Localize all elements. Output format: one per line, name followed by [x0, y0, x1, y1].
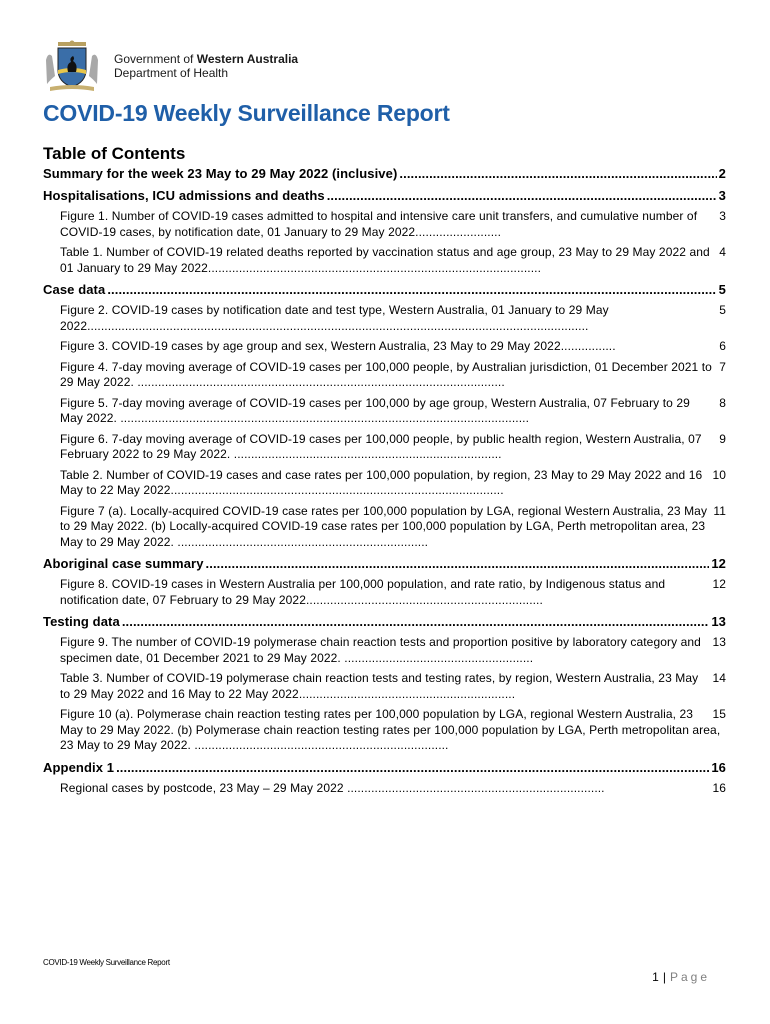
toc-section-summary[interactable]: Summary for the week 23 May to 29 May 2022 (inclusive) ..... 2: [43, 166, 726, 182]
toc-entry-figure-4[interactable]: 7 Figure 4. 7-day moving average of COVID-19 cases per 100,000 people, by Australian jurisdiction, 01 December 2021 to 29 May 2022. ...........................................................................................................: [60, 359, 726, 389]
toc-entry-table-2[interactable]: 10 Table 2. Number of COVID-19 cases and case rates per 100,000 population, by region, 23 May to 29 May 2022 and 16 May to 22 May 2022.................................................................................................: [60, 467, 726, 497]
page-word: Page: [669, 970, 710, 984]
table-of-contents: [43, 166, 726, 796]
toc-entry-figure-1[interactable]: 3 Figure 1. Number of COVID-19 cases admitted to hospital and intensive care unit transfers, and cumulative number of COVID-19 cases, by notification date, 01 January to 29 May 2022.........................: [60, 209, 726, 239]
toc-entry-figure-8[interactable]: 12 Figure 8. COVID-19 cases in Western Australia per 100,000 population, and rate ratio, by Indigenous status and notification date, 07 February to 29 May 2022.....................................................................: [60, 577, 726, 607]
toc-entry-table-3[interactable]: 14 Table 3. Number of COVID-19 polymerase chain reaction tests and testing rates, by region, Western Australia, 23 May to 29 May 2022 and 16 May to 22 May 2022...............................................................: [60, 671, 726, 701]
toc-entry-regional-cases[interactable]: 16 Regional cases by postcode, 23 May – 29 May 2022 ...........................................................................: [60, 780, 726, 795]
toc-entry-figure-9[interactable]: 13 Figure 9. The number of COVID-19 polymerase chain reaction tests and proportion positive by laboratory category and specimen date, 01 December 2021 to 29 May 2022. .......................................................: [60, 635, 726, 665]
toc-section-testing-data[interactable]: Testing data ..... 13: [43, 614, 726, 630]
toc-entry-table-1[interactable]: 4 Table 1. Number of COVID-19 related deaths reported by vaccination status and age group, 23 May to 29 May 2022 and 01 January to 29 May 2022.................................................................................................: [60, 245, 726, 275]
toc-heading: Table of Contents: [43, 144, 186, 163]
toc-section-aboriginal-case-summary[interactable]: Aboriginal case summary ..... 12: [43, 556, 726, 572]
wa-coat-of-arms-icon: [42, 40, 102, 92]
toc-entry-figure-3[interactable]: 6 Figure 3. COVID-19 cases by age group and sex, Western Australia, 23 May to 29 May 2022................: [60, 339, 726, 353]
toc-entry-figure-2[interactable]: 5 Figure 2. COVID-19 cases by notification date and test type, Western Australia, 01 January to 29 May 2022..................................................................................................................................................: [60, 303, 726, 333]
page-number: 1: [652, 970, 659, 984]
government-text: [114, 52, 298, 80]
footer-report-name: COVID-19 Weekly Surveillance Report: [43, 958, 170, 967]
toc-section-hospitalisations[interactable]: Hospitalisations, ICU admissions and deaths ..... 3: [43, 188, 726, 204]
page-header: [42, 40, 298, 92]
toc-entry-figure-7[interactable]: 11 Figure 7 (a). Locally-acquired COVID-19 case rates per 100,000 population by LGA, regional Western Australia, 23 May to 29 May 2022. (b) Locally-acquired COVID-19 case rates per 100,000 population by LGA, Perth metropolitan area, 23 May to 29 May 2022. .........................................................................: [60, 503, 726, 549]
footer-page-number: 1 | Page: [652, 970, 710, 984]
report-title: COVID-19 Weekly Surveillance Report: [43, 100, 450, 126]
toc-entry-figure-10[interactable]: 15 Figure 10 (a). Polymerase chain reaction testing rates per 100,000 population by LGA, regional Western Australia, 23 May to 29 May 2022. (b) Polymerase chain reaction testing rates per 100,000 population by LGA, Perth metropolitan area, 23 May to 29 May 2022. ..........................................................................: [60, 707, 726, 752]
toc-section-appendix-1[interactable]: Appendix 1 ..... 16: [43, 760, 726, 776]
toc-entry-figure-5[interactable]: 8 Figure 5. 7-day moving average of COVID-19 cases per 100,000 by age group, Western Australia, 07 February to 29 May 2022. .......................................................................................................................: [60, 395, 726, 425]
toc-entry-figure-6[interactable]: 9 Figure 6. 7-day moving average of COVID-19 cases per 100,000 people, by public health region, Western Australia, 07 February 2022 to 29 May 2022. ..............................................................................: [60, 431, 726, 461]
toc-section-case-data[interactable]: Case data ..... 5: [43, 282, 726, 298]
department-line: Department of Health: [114, 66, 229, 80]
government-line: Government of Western Australia: [114, 52, 299, 66]
